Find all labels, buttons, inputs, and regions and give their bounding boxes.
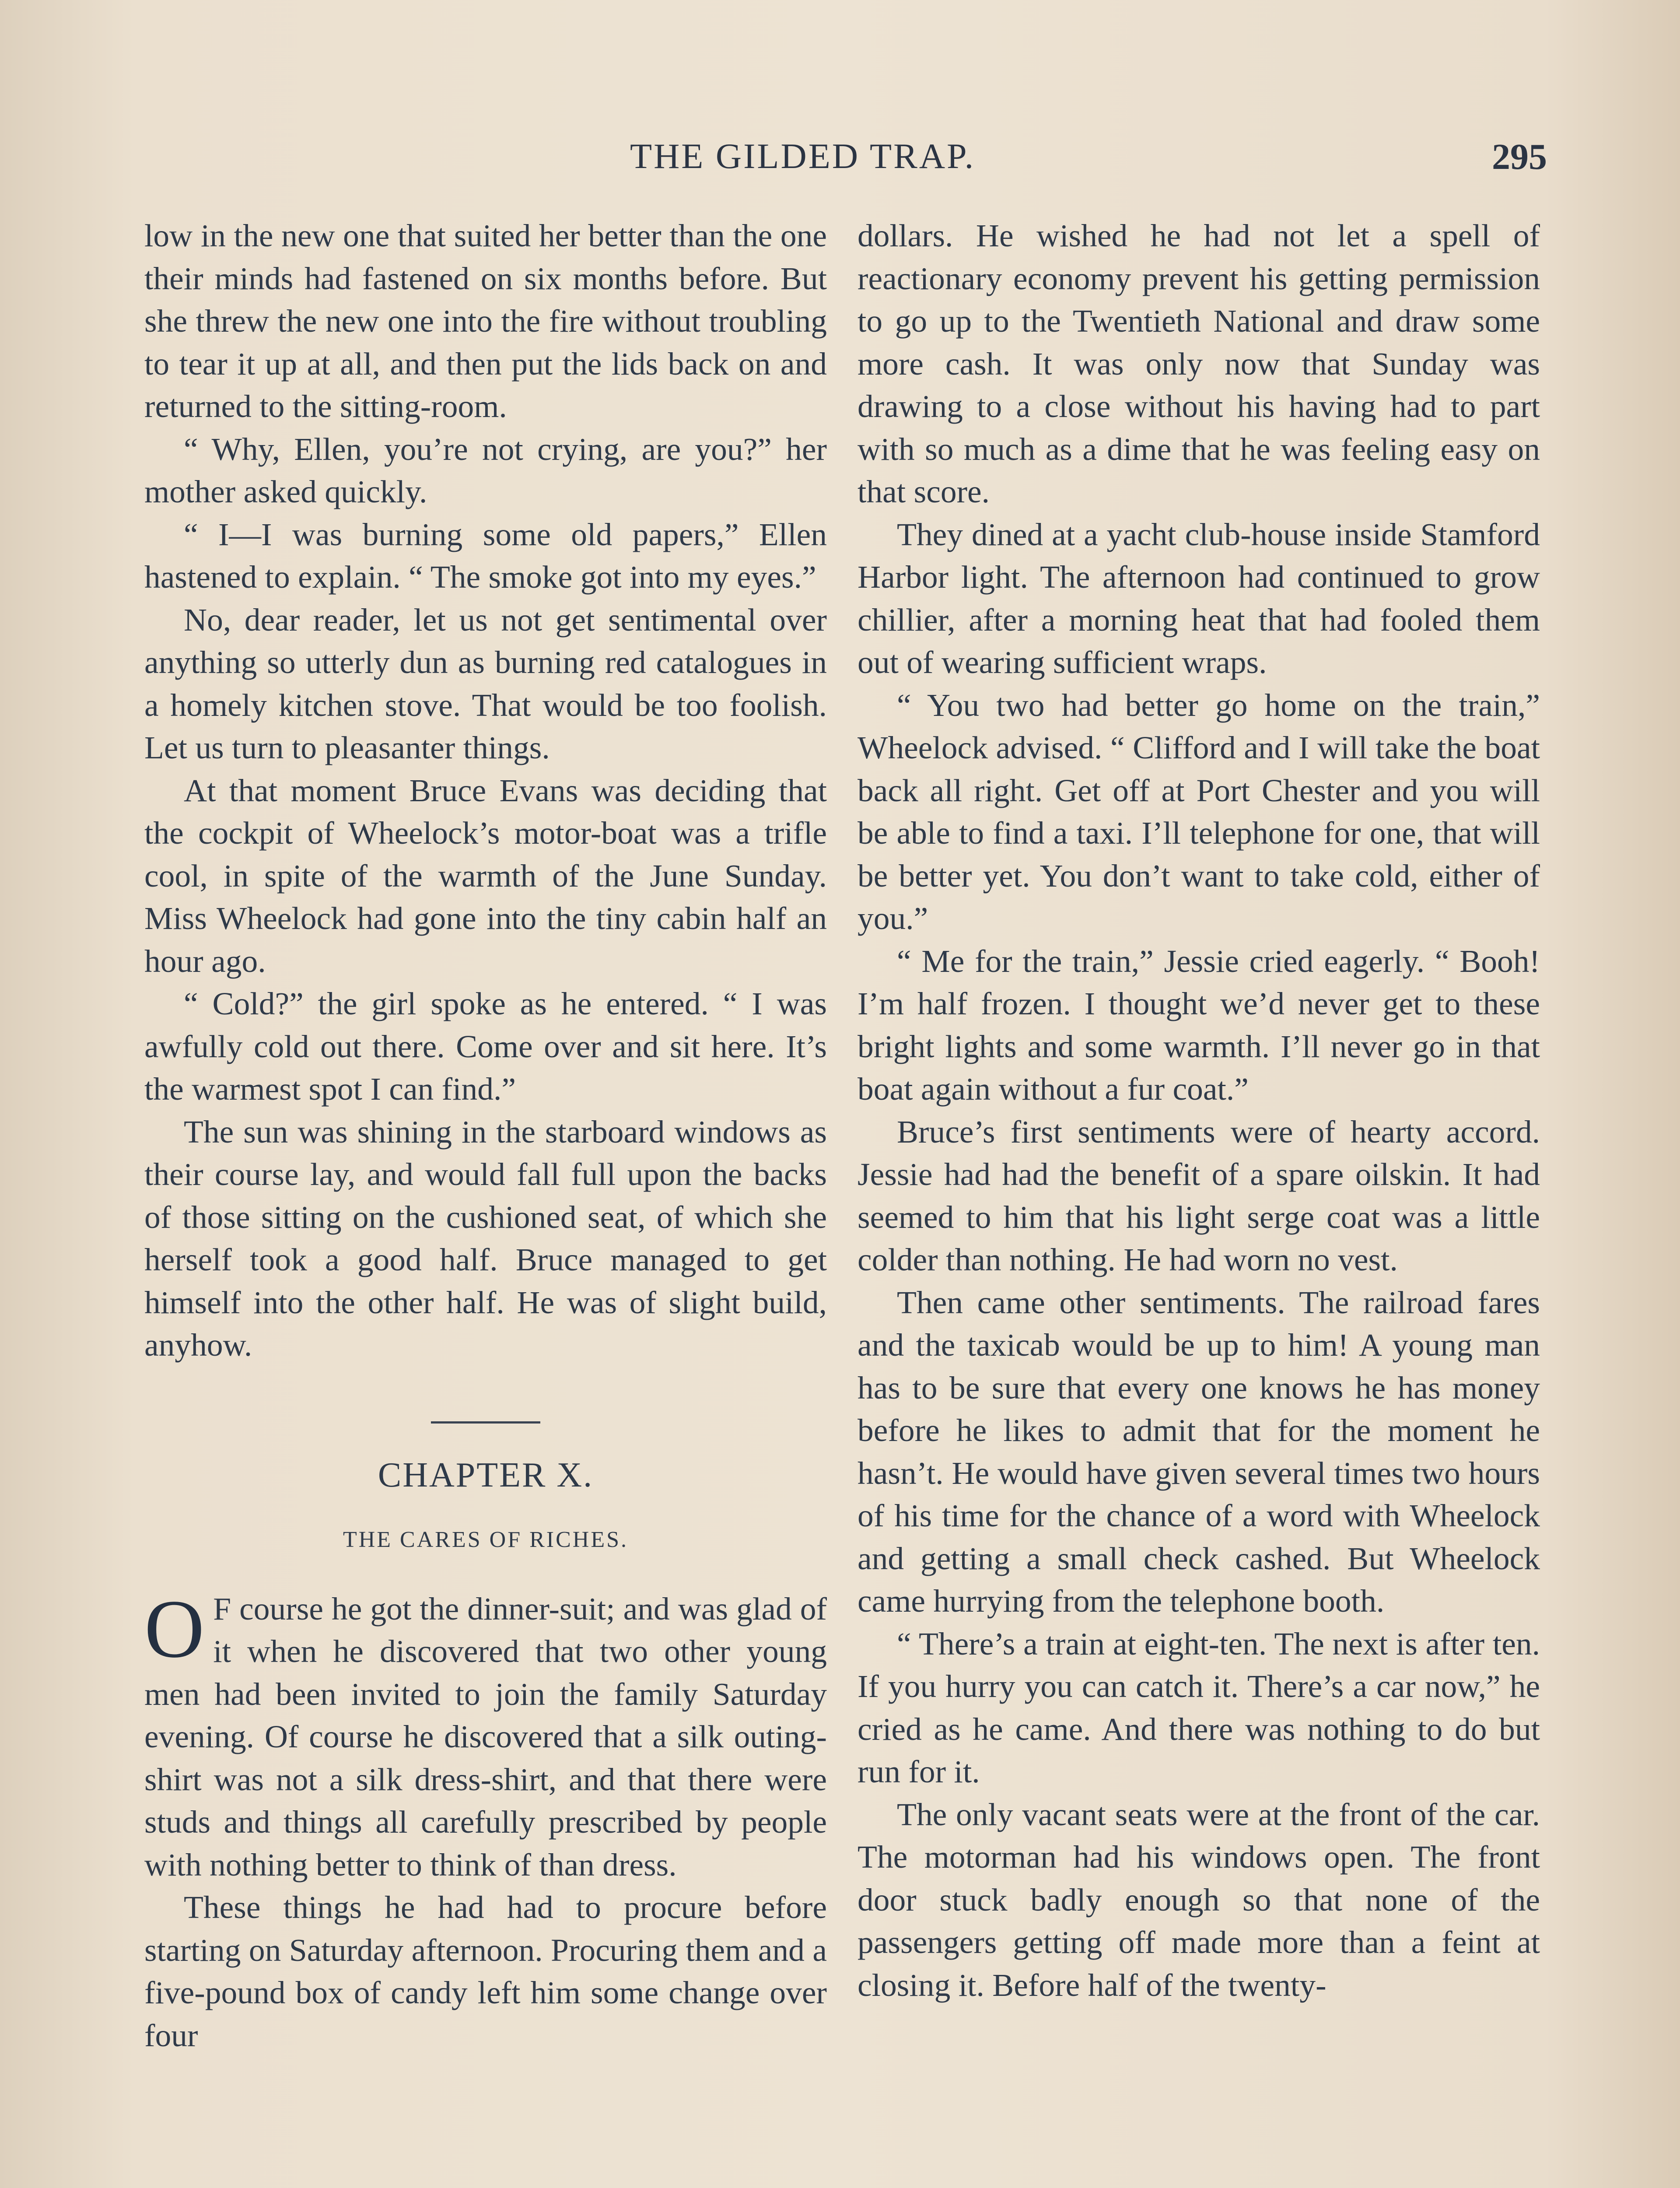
paragraph: Then came other sentiments. The railroad fares and the taxicab would be up to him! A young man has to be sure that every one knows he has money before he likes to admit that for the moment he hasn’t. He would have given several times two hours of his time for the chance of a word with Wheelock and getting a small check cashed. But Wheelock came hurrying from the telephone booth. xyxy=(858,1284,1540,1619)
right-column xyxy=(858,214,1540,2006)
paragraph: low in the new one that suited her better than the one their minds had fastened on six months before. But she threw the new one into the fire without troubling to tear it up at all, and then put the lids back on and returned to the sitting-room. xyxy=(144,218,827,424)
paragraph: At that moment Bruce Evans was deciding that the cockpit of Wheelock’s motor-boat was a trifle cool, in spite of the warmth of the June Sunday. Miss Wheelock had gone into the tiny cabin half an hour ago. xyxy=(144,772,827,979)
paragraph: No, dear reader, let us not get sentimental over anything so utterly dun as burning red catalogues in a homely kitchen stove. That would be too foolish. Let us turn to pleasanter things. xyxy=(144,602,827,765)
paragraph: The only vacant seats were at the front of the car. The motorman had his windows open. The front door stuck badly enough so that none of the passengers getting off made more than a feint at closing it. Before half of the twenty- xyxy=(858,1796,1540,2003)
chapter-subtitle: THE CARES OF RICHES. xyxy=(343,1527,629,1552)
paragraph: “ Cold?” the girl spoke as he entered. “ I was awfully cold out there. Come over and sit here. It’s the warmest spot I can find.” xyxy=(144,986,827,1107)
paragraph: The sun was shining in the starboard windows as their course lay, and would fall full upon the backs of those sitting on the cushioned seat, of which she herself took a good half. Bruce managed to get himself into the other half. He was of slight build, anyhow. xyxy=(144,1114,827,1363)
paragraph: “ Why, Ellen, you’re not crying, are you?” her mother asked quickly. xyxy=(144,431,827,509)
paragraph: “ You two had better go home on the train,” Wheelock advised. “ Clifford and I will take the boat back all right. Get off at Port Chester and you will be able to find a taxi. I’ll telephone for one, that will be better yet. You don’t want to take cold, either of you.” xyxy=(858,687,1540,936)
drop-cap: O xyxy=(144,1583,205,1675)
chapter-opening-paragraph xyxy=(144,1583,827,1886)
paragraph: “ I—I was burning some old papers,” Ellen hastened to explain. “ The smoke got into my eyes.” xyxy=(144,516,827,595)
running-head xyxy=(0,131,1680,179)
page-number: 295 xyxy=(1492,137,1547,177)
section-divider xyxy=(431,1421,540,1424)
paragraph: Bruce’s first sentiments were of hearty accord. Jessie had had the benefit of a spare oilskin. It had seemed to him that his light serge coat was a little colder than nothing. He had worn no vest. xyxy=(858,1114,1540,1277)
paragraph: dollars. He wished he had not let a spell of reactionary economy prevent his getting permission to go up to the Twentieth National and draw some more cash. It was only now that Sunday was drawing to a close without his having had to part with so much as a dime that he was feeling easy on that score. xyxy=(858,218,1540,509)
paragraph-text: F course he got the dinner-suit; and was glad of it when he discovered that two other young men had been invited to join the family Saturday evening. Of course he discovered that a silk outing-shirt was not a silk dress-shirt, and that there were studs and things all carefully prescribed by people with nothing better to think of than dress. xyxy=(144,1591,827,1883)
paragraph: “ There’s a train at eight-ten. The next is after ten. If you hurry you can catch it. There’s a car now,” he cried as he came. And there was nothing to do but run for it. xyxy=(858,1626,1540,1789)
left-column xyxy=(144,214,827,2057)
running-title: THE GILDED TRAP. xyxy=(630,136,976,176)
chapter-title: CHAPTER X. xyxy=(378,1455,594,1494)
paragraph: They dined at a yacht club-house inside Stamford Harbor light. The afternoon had continued to grow chillier, after a morning heat that had fooled them out of wearing sufficient wraps. xyxy=(858,516,1540,680)
paragraph: “ Me for the train,” Jessie cried eagerly. “ Booh! I’m half frozen. I thought we’d never get to these bright lights and some warmth. I’ll never go in that boat again without a fur coat.” xyxy=(858,943,1540,1107)
paragraph: These things he had had to procure before starting on Saturday afternoon. Procuring them and a five-pound box of candy left him some change over four xyxy=(144,1890,827,2053)
